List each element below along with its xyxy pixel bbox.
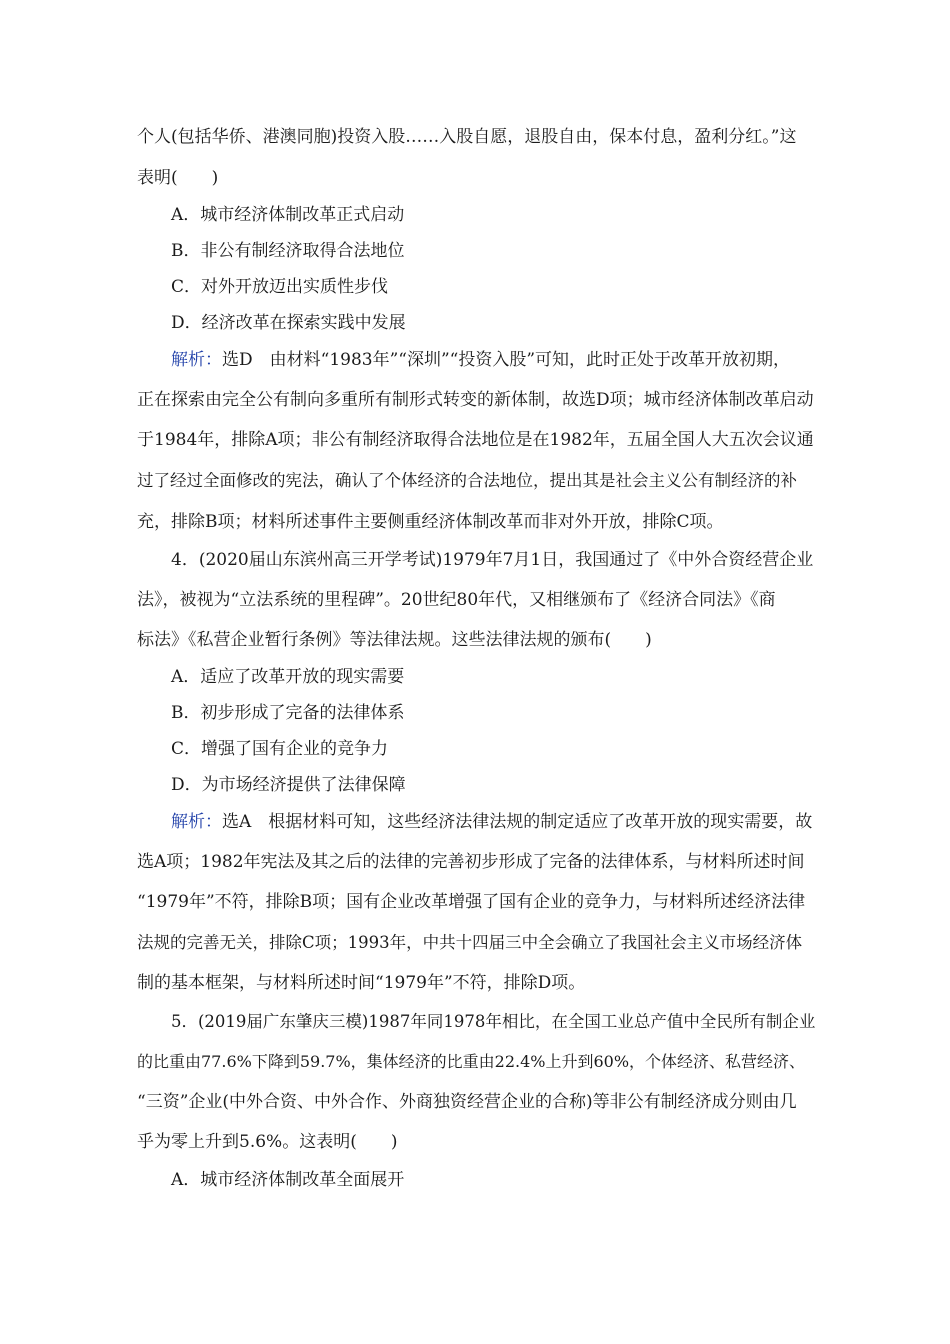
q4-option-a: A．适应了改革开放的现实需要 xyxy=(171,667,405,687)
q3-analysis-line: 于1984年，排除A项；非公有制经济取得合法地位是在1982年，五届全国人大五次会议通 xyxy=(137,430,814,450)
q4-stem-line: 标法》《私营企业暂行条例》等法律法规。这些法律法规的颁布( ) xyxy=(137,630,652,650)
q5-stem-line: 乎为零上升到5.6%。这表明( ) xyxy=(137,1132,398,1152)
q3-option-d: D．经济改革在探索实践中发展 xyxy=(171,313,406,333)
q3-analysis-line xyxy=(171,348,790,372)
q4-analysis-line: 选A项；1982年宪法及其之后的法律的完善初步形成了完备的法律体系，与材料所述时间 xyxy=(137,852,805,872)
q3-option-a: A．城市经济体制改革正式启动 xyxy=(171,205,405,225)
q3-analysis-line: 充，排除B项；材料所述事件主要侧重经济体制改革而非对外开放，排除C项。 xyxy=(137,512,724,532)
q5-option-a: A．城市经济体制改革全面展开 xyxy=(171,1170,405,1190)
q3-stem-line: 表明( ) xyxy=(137,168,219,188)
q4-analysis-line: 法规的完善无关，排除C项；1993年，中共十四届三中全会确立了我国社会主义市场经济体 xyxy=(137,933,803,952)
q5-stem-line: 的比重由77.6%下降到59.7%，集体经济的比重由22.4%上升到60%，个体经济、私营经济、 xyxy=(137,1052,806,1071)
q3-analysis-line: 正在探索由完全公有制向多重所有制形式转变的新体制，故选D项；城市经济体制改革启动 xyxy=(137,390,814,410)
q4-stem-line: 4．(2020届山东滨州高三开学考试)1979年7月1日，我国通过了《中外合资经营企业 xyxy=(171,550,814,570)
q3-stem-line: 个人(包括华侨、港澳同胞)投资入股……入股自愿，退股自由，保本付息，盈利分红。”这 xyxy=(137,127,797,147)
q4-option-b: B．初步形成了完备的法律体系 xyxy=(171,703,405,723)
q4-analysis-text: 选A 根据材料可知，这些经济法律法规的制定适应了改革开放的现实需要，故 xyxy=(222,812,813,832)
q3-option-c: C．对外开放迈出实质性步伐 xyxy=(171,277,389,297)
q4-analysis-line: 制的基本框架，与材料所述时间“1979年”不符，排除D项。 xyxy=(137,973,586,993)
q4-stem-line: 法》，被视为“立法系统的里程碑”。20世纪80年代，又相继颁布了《经济合同法》《商 xyxy=(137,590,776,610)
q3-analysis-line: 过了经过全面修改的宪法，确认了个体经济的合法地位，提出其是社会主义公有制经济的补 xyxy=(137,471,797,490)
q3-analysis-text: 选D 由材料“1983年”“深圳”“投资入股”可知，此时正处于改革开放初期， xyxy=(222,350,791,370)
q5-stem-line: 5．(2019届广东肇庆三模)1987年同1978年相比，在全国工业总产值中全民所有制企业 xyxy=(171,1012,816,1031)
q3-analysis-label: 解析： xyxy=(171,350,222,370)
q4-analysis-line: “1979年”不符，排除B项；国有企业改革增强了国有企业的竞争力，与材料所述经济法律 xyxy=(137,892,806,912)
q5-stem-line: “三资”企业(中外合资、中外合作、外商独资经营企业的合称)等非公有制经济成分则由几 xyxy=(137,1092,797,1112)
q3-option-b: B．非公有制经济取得合法地位 xyxy=(171,241,405,261)
q4-analysis-label: 解析： xyxy=(171,812,222,832)
q4-option-c: C．增强了国有企业的竞争力 xyxy=(171,739,389,759)
q4-option-d: D．为市场经济提供了法律保障 xyxy=(171,775,406,795)
q4-analysis-line xyxy=(171,810,812,834)
